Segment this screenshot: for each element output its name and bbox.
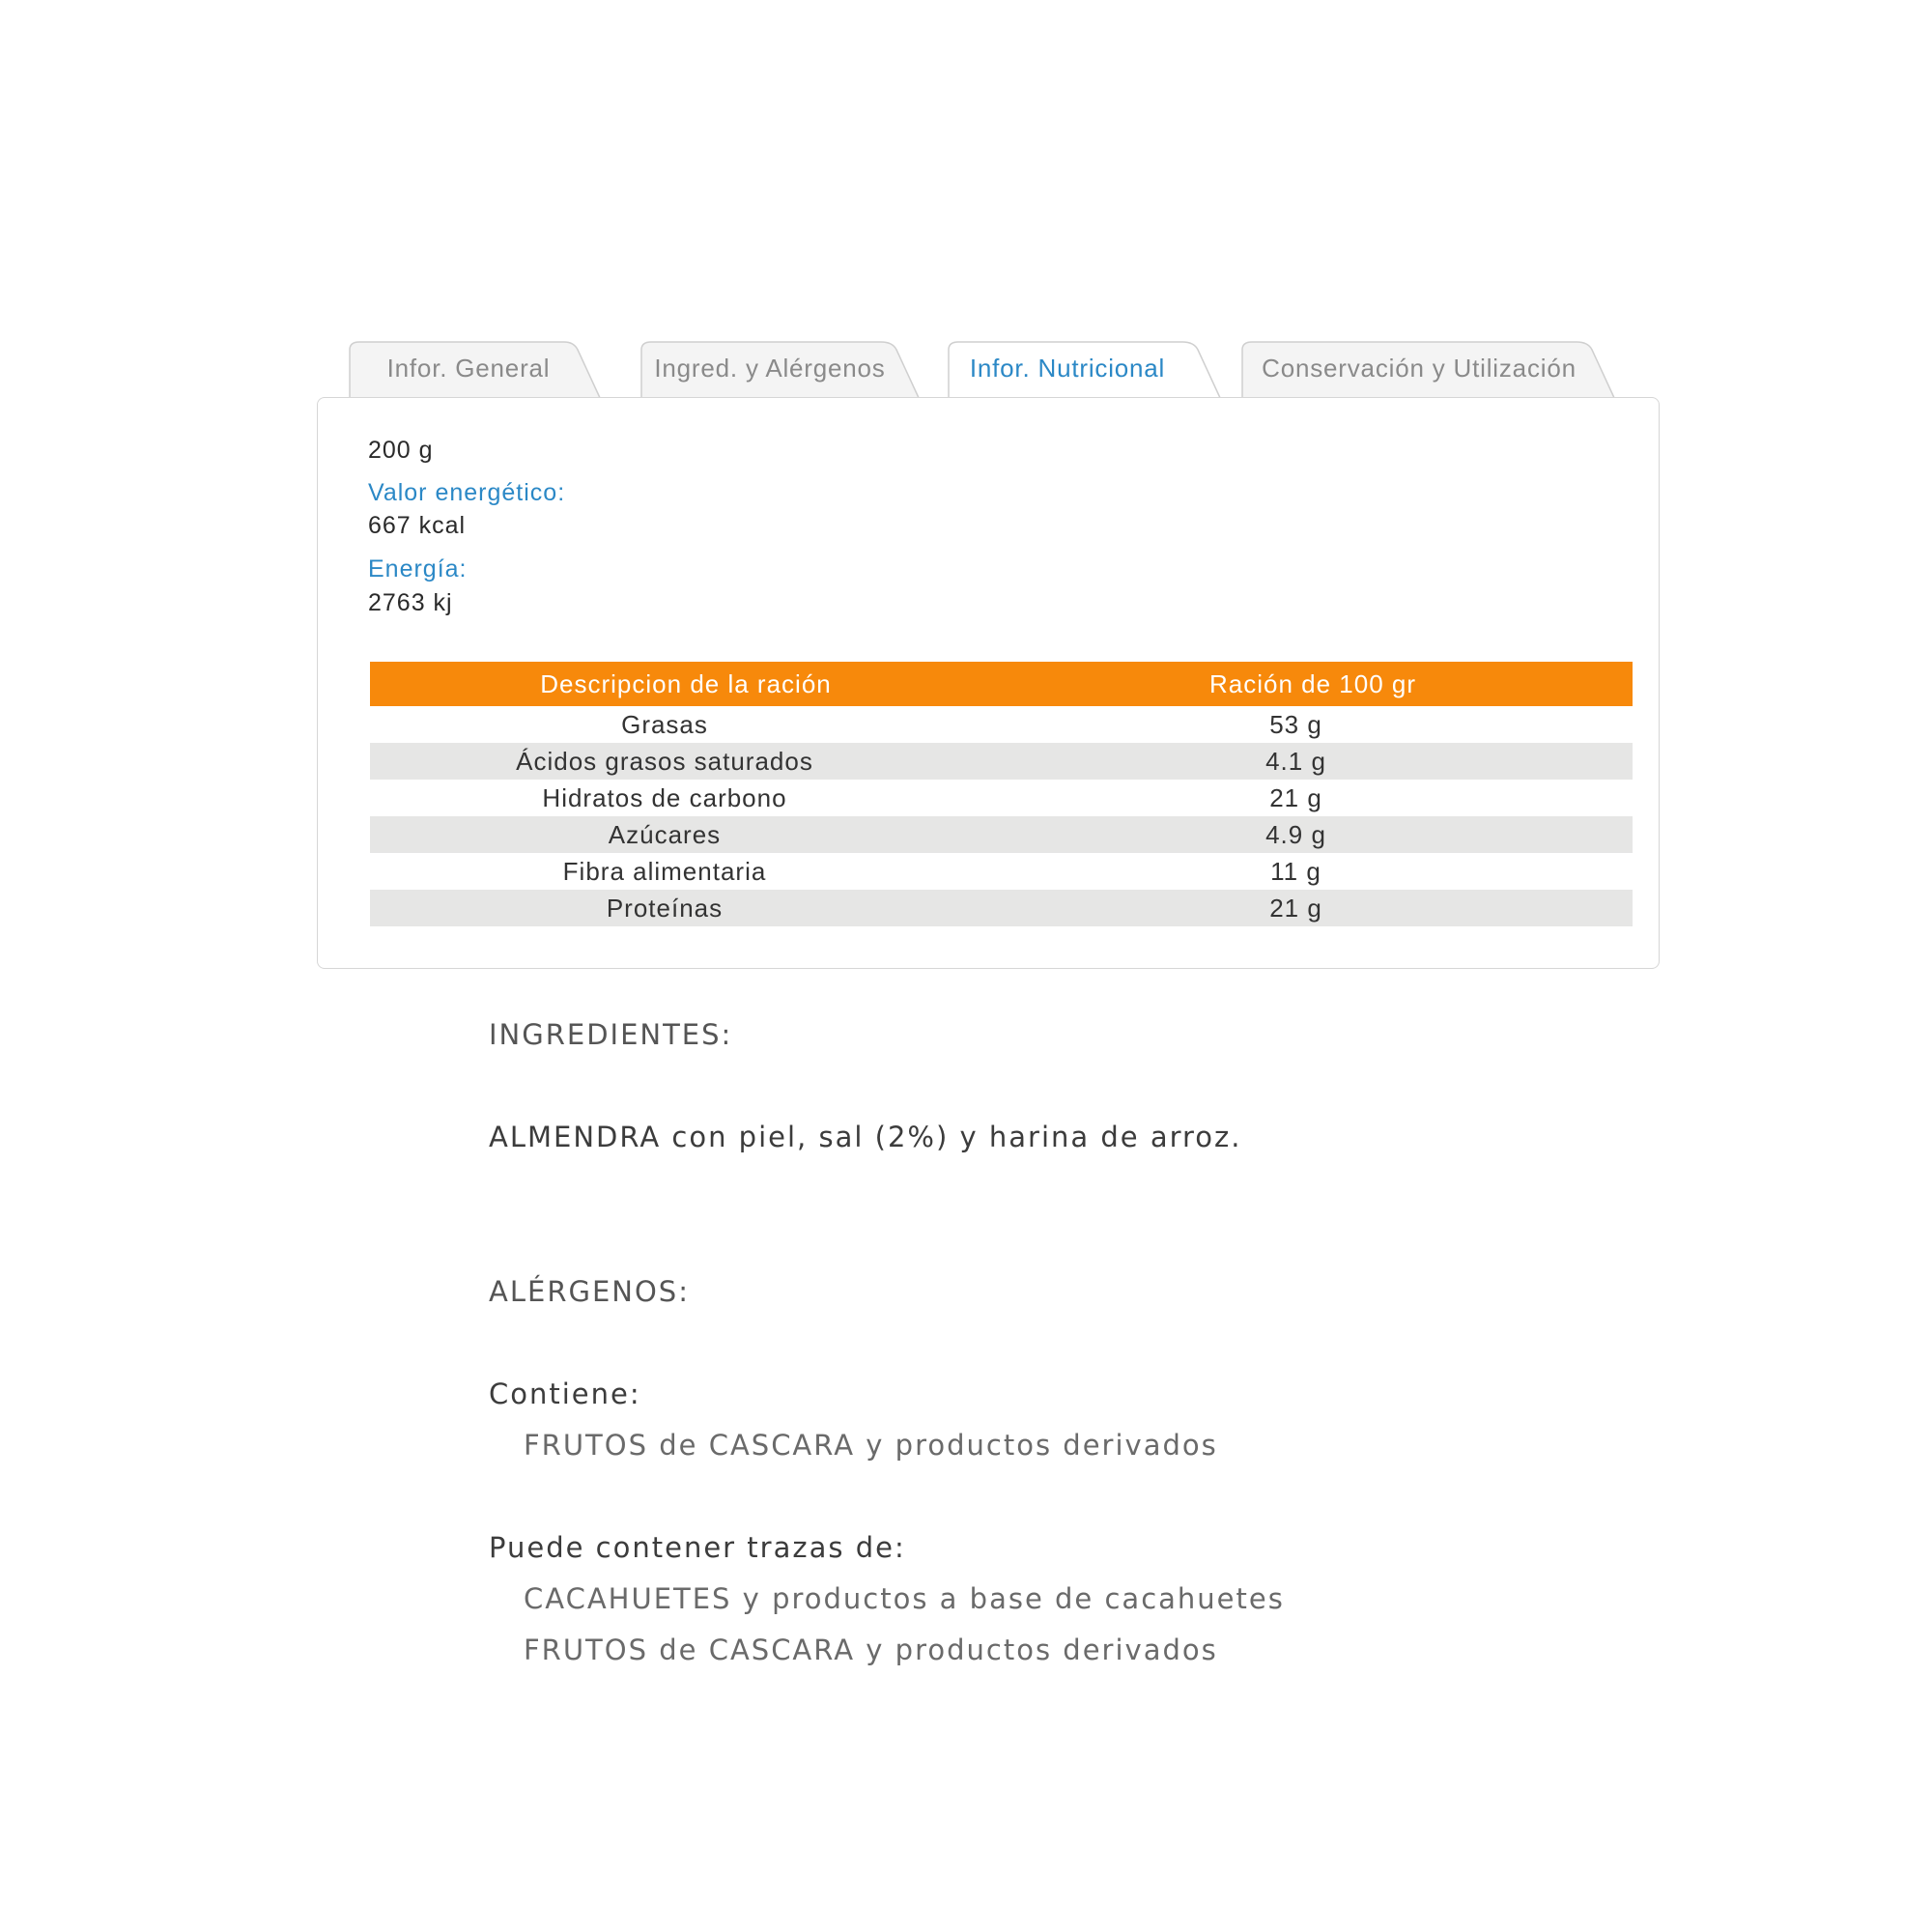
column-header-description: Descripcion de la ración [540,668,832,698]
tab-bar [348,340,1700,400]
contains-label: Contiene: [489,1378,641,1410]
nutrient-value: 4.9 g [1265,819,1326,849]
tab-conservacion-utilizacion[interactable] [1240,340,1627,400]
nutrient-name: Ácidos grasos saturados [516,746,813,776]
column-header-value [1002,669,1633,699]
nutrient-value: 21 g [1269,782,1322,812]
column-header-value-label: Ración de 100 gr [1209,668,1417,698]
table-row [370,706,1633,743]
tab-label: Ingred. y Alérgenos [654,354,886,383]
energy-label: Energía: [368,555,468,582]
nutrient-name: Proteínas [606,893,724,923]
contains-item: FRUTOS de CASCARA y productos derivados [524,1429,1218,1462]
tab-label: Infor. Nutricional [969,354,1166,383]
allergens-heading: ALÉRGENOS: [489,1275,690,1308]
energy-value-label: Valor energético: [368,479,566,506]
table-header [370,662,1633,706]
tab-label: Infor. General [386,354,551,383]
nutrient-name: Grasas [621,709,708,739]
ingredients-heading: INGREDIENTES: [489,1018,733,1051]
serving-size: 200 g [368,437,434,464]
traces-item: FRUTOS de CASCARA y productos derivados [524,1634,1218,1666]
nutrition-table [370,662,1633,926]
nutrition-panel [317,397,1660,969]
table-row [370,890,1633,926]
table-row [370,853,1633,890]
tab-infor-general[interactable] [348,340,618,400]
table-row [370,743,1633,780]
tab-ingred-alergenos[interactable] [639,340,929,400]
nutrient-name: Azúcares [608,819,722,849]
table-row [370,780,1633,816]
energy-amount: 2763 kj [368,589,453,616]
table-row [370,816,1633,853]
nutrient-name: Fibra alimentaria [562,856,767,886]
ingredients-text: ALMENDRA con piel, sal (2%) y harina de arroz. [489,1121,1242,1153]
traces-item: CACAHUETES y productos a base de cacahuetes [524,1582,1285,1615]
nutrient-value: 4.1 g [1265,746,1326,776]
traces-label: Puede contener trazas de: [489,1531,906,1564]
nutrient-value: 21 g [1269,893,1322,923]
nutrient-name: Hidratos de carbono [542,782,787,812]
nutrient-value: 53 g [1269,709,1322,739]
tab-infor-nutricional[interactable] [947,340,1227,400]
tab-label: Conservación y Utilización [1262,354,1577,383]
energy-value: 667 kcal [368,512,467,539]
nutrient-value: 11 g [1270,856,1321,886]
